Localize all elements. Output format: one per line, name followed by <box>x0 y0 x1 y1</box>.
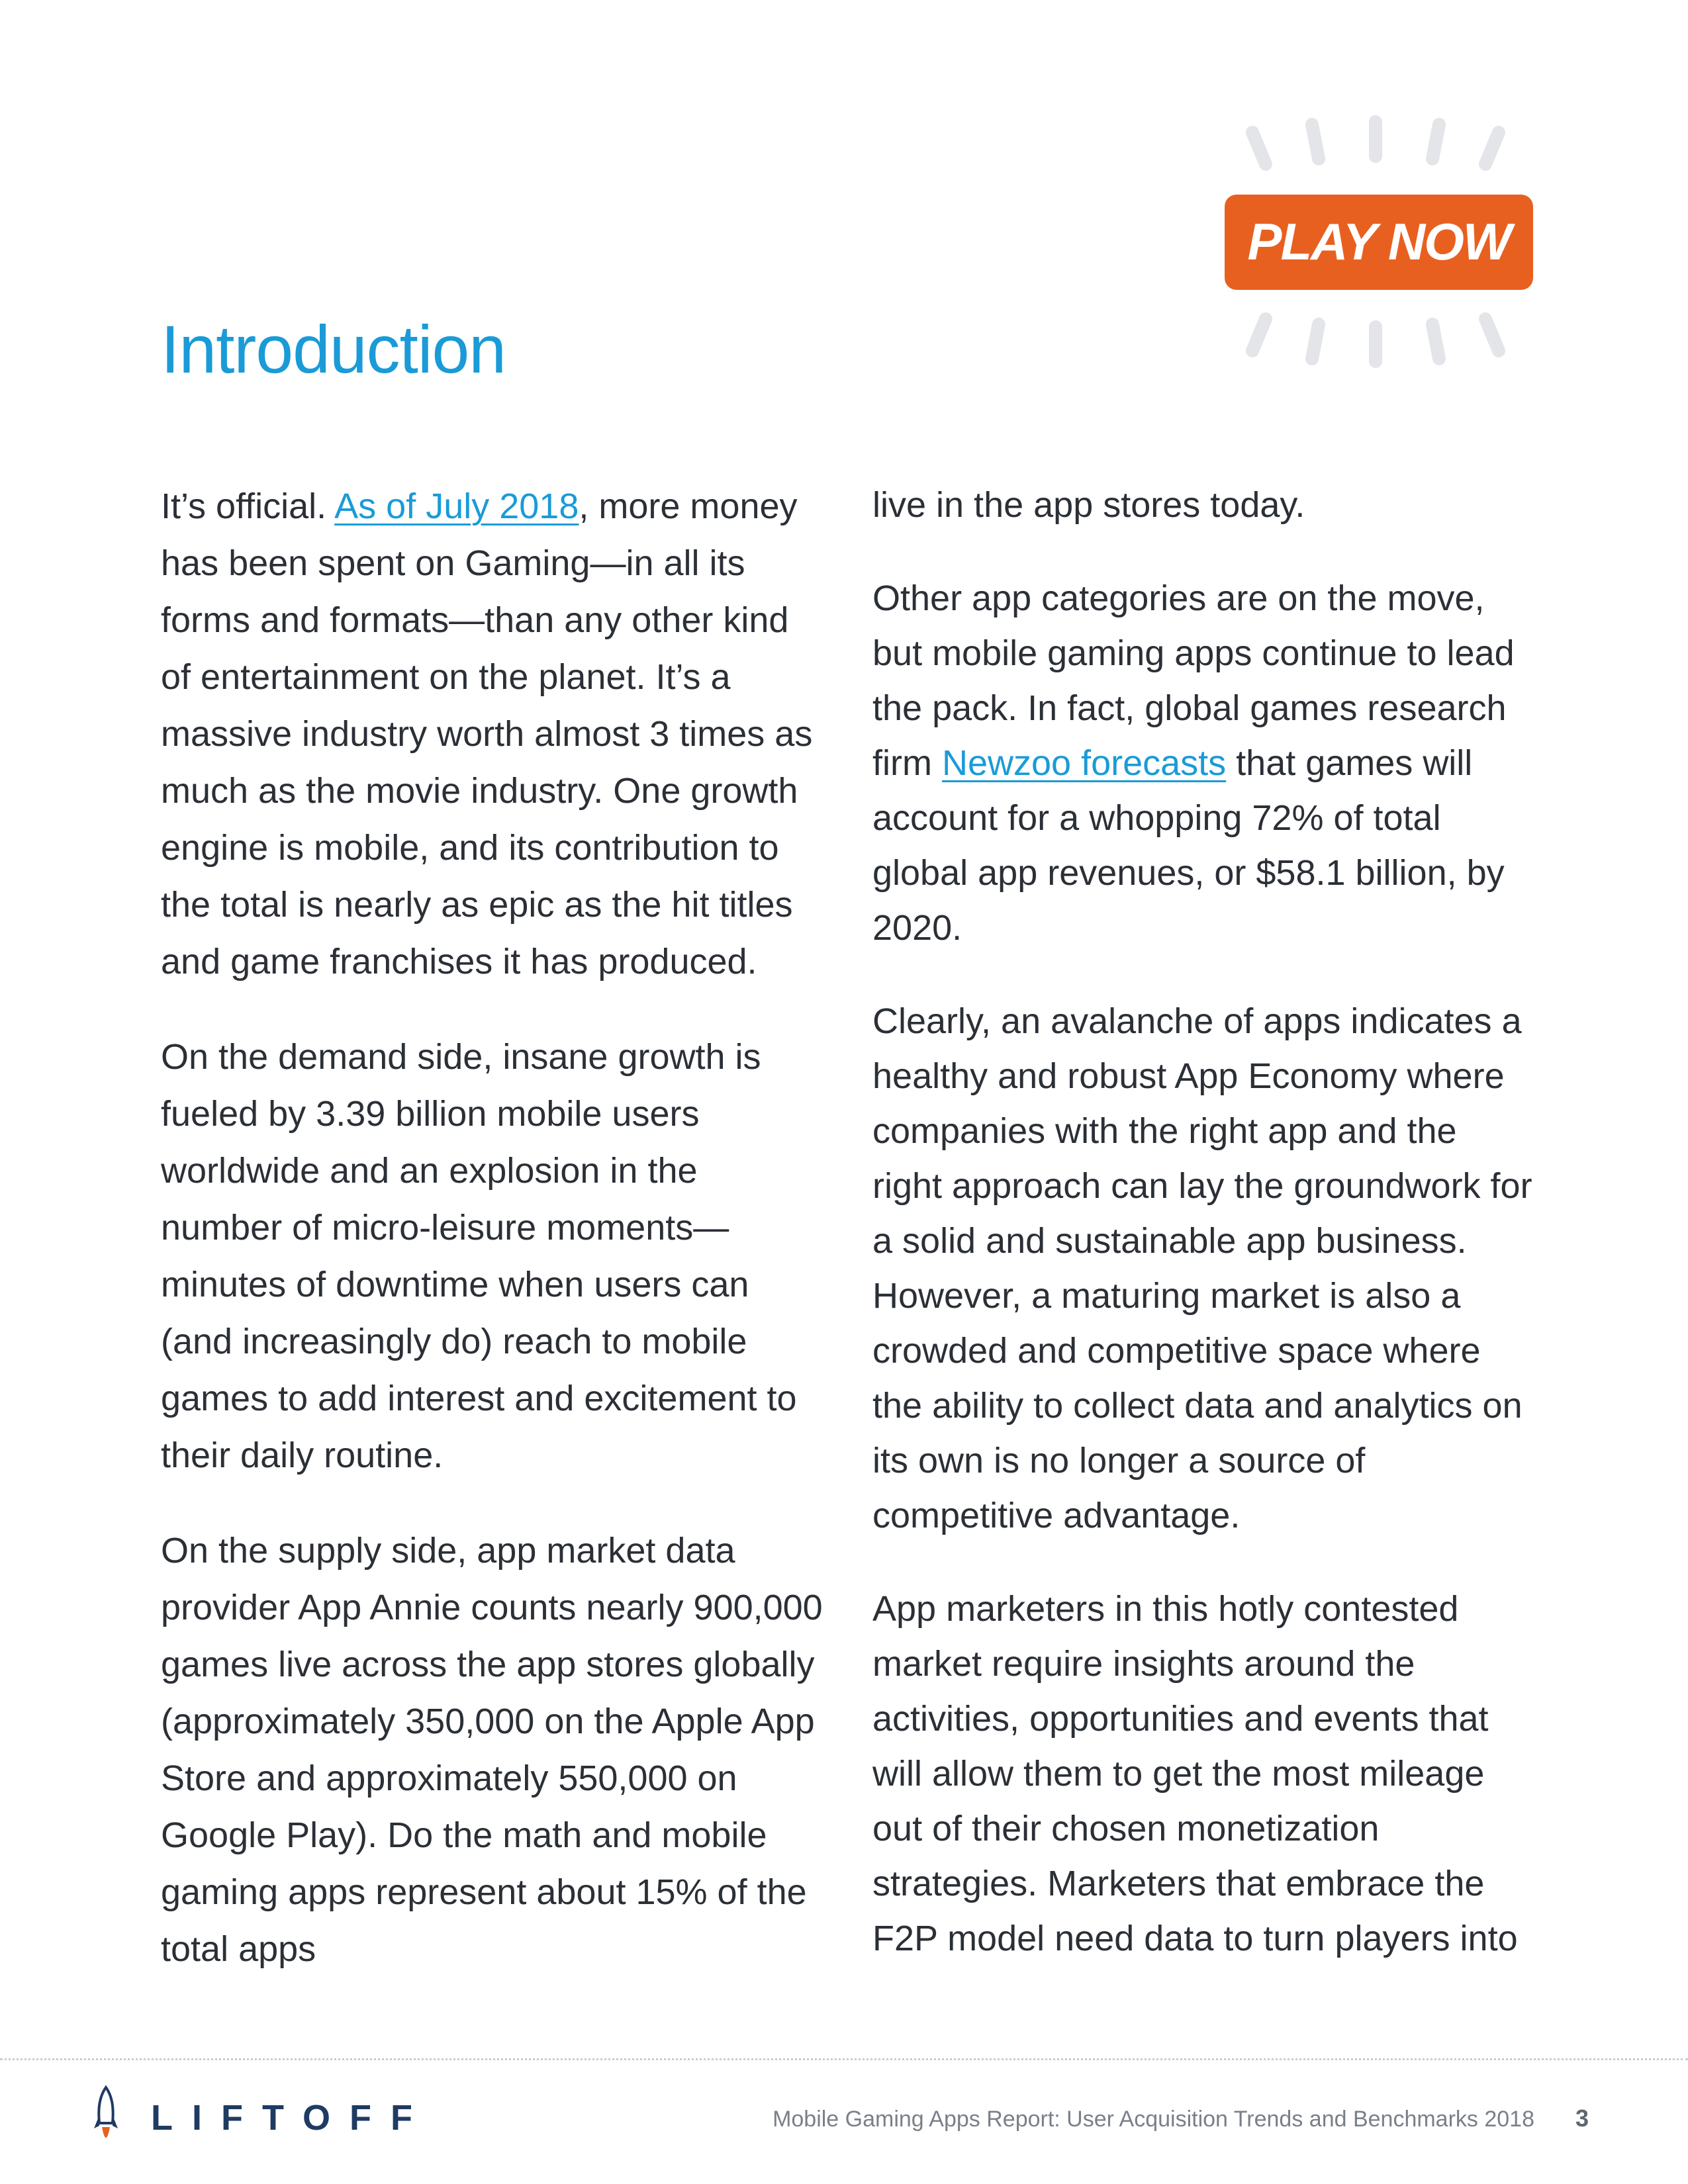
footer-report-title: Mobile Gaming Apps Report: User Acquisition Trends and Benchmarks 2018 <box>773 2107 1534 2132</box>
paragraph-text: It’s official. <box>161 486 335 526</box>
footer-brand: LIFTOFF <box>151 2098 432 2138</box>
paragraph: App marketers in this hotly contested market require insights around the activities, opportunities and events that will allow them to get the most mileage out of their chosen monetization strategies. Marketers that embrace the F2P model need data to turn players into <box>872 1589 1518 1958</box>
as-of-july-2018-link[interactable]: As of July 2018 <box>334 486 579 526</box>
paragraph: Clearly, an avalanche of apps indicates a healthy and robust App Economy where companies with the right app and the right approach can lay the groundwork for a solid and sustainable app business. However, a maturing market is also a crowded and competitive space where the ability to collect data and analytics on its own is no longer a source of competitive advantage. <box>872 1001 1532 1535</box>
paragraph: On the demand side, insane growth is fueled by 3.39 billion mobile users worldwide and an explosion in the number of micro-leisure moments—minutes of downtime when users can (and increasingly do) reach to mobile games to add interest and excitement to their daily routine. <box>161 1037 797 1475</box>
page-number: 3 <box>1575 2105 1589 2132</box>
right-column <box>872 478 1534 2005</box>
paragraph <box>161 478 823 990</box>
paragraph: On the supply side, app market data provider App Annie counts nearly 900,000 games live across the app stores globally (approximately 350,000 on the Apple App Store and approximately 550,000 on Google Play). Do the math and mobile gaming apps represent about 15% of the total apps <box>161 1531 823 1969</box>
newzoo-forecasts-link[interactable]: Newzoo forecasts <box>941 743 1227 783</box>
play-now-badge-icon <box>1218 113 1536 377</box>
rocket-icon <box>91 2085 120 2151</box>
page-title: Introduction <box>161 312 506 387</box>
footer-logo <box>91 2085 432 2151</box>
paragraph-text: Other app categories are on the move, but mobile gaming apps continue to lead the pack. In fact, global games research firm <box>872 578 1515 783</box>
paragraph-text: that games will account for a whopping 72% of total global app revenues, or $58.1 billion, by 2020. <box>872 743 1505 948</box>
paragraph-text: , more money has been spent on Gaming—in all its forms and formats—than any other kind of entertainment on the planet. It’s a massive industry worth almost 3 times as much as the movie industry. One growth engine is mobile, and its contribution to the total is nearly as epic as the hit titles and game franchises it has produced. <box>161 486 813 981</box>
paragraph <box>872 571 1534 956</box>
left-column <box>161 478 823 2016</box>
footer-divider <box>0 2058 1688 2060</box>
badge-label: PLAY NOW <box>1247 212 1511 271</box>
paragraph: live in the app stores today. <box>872 485 1305 525</box>
